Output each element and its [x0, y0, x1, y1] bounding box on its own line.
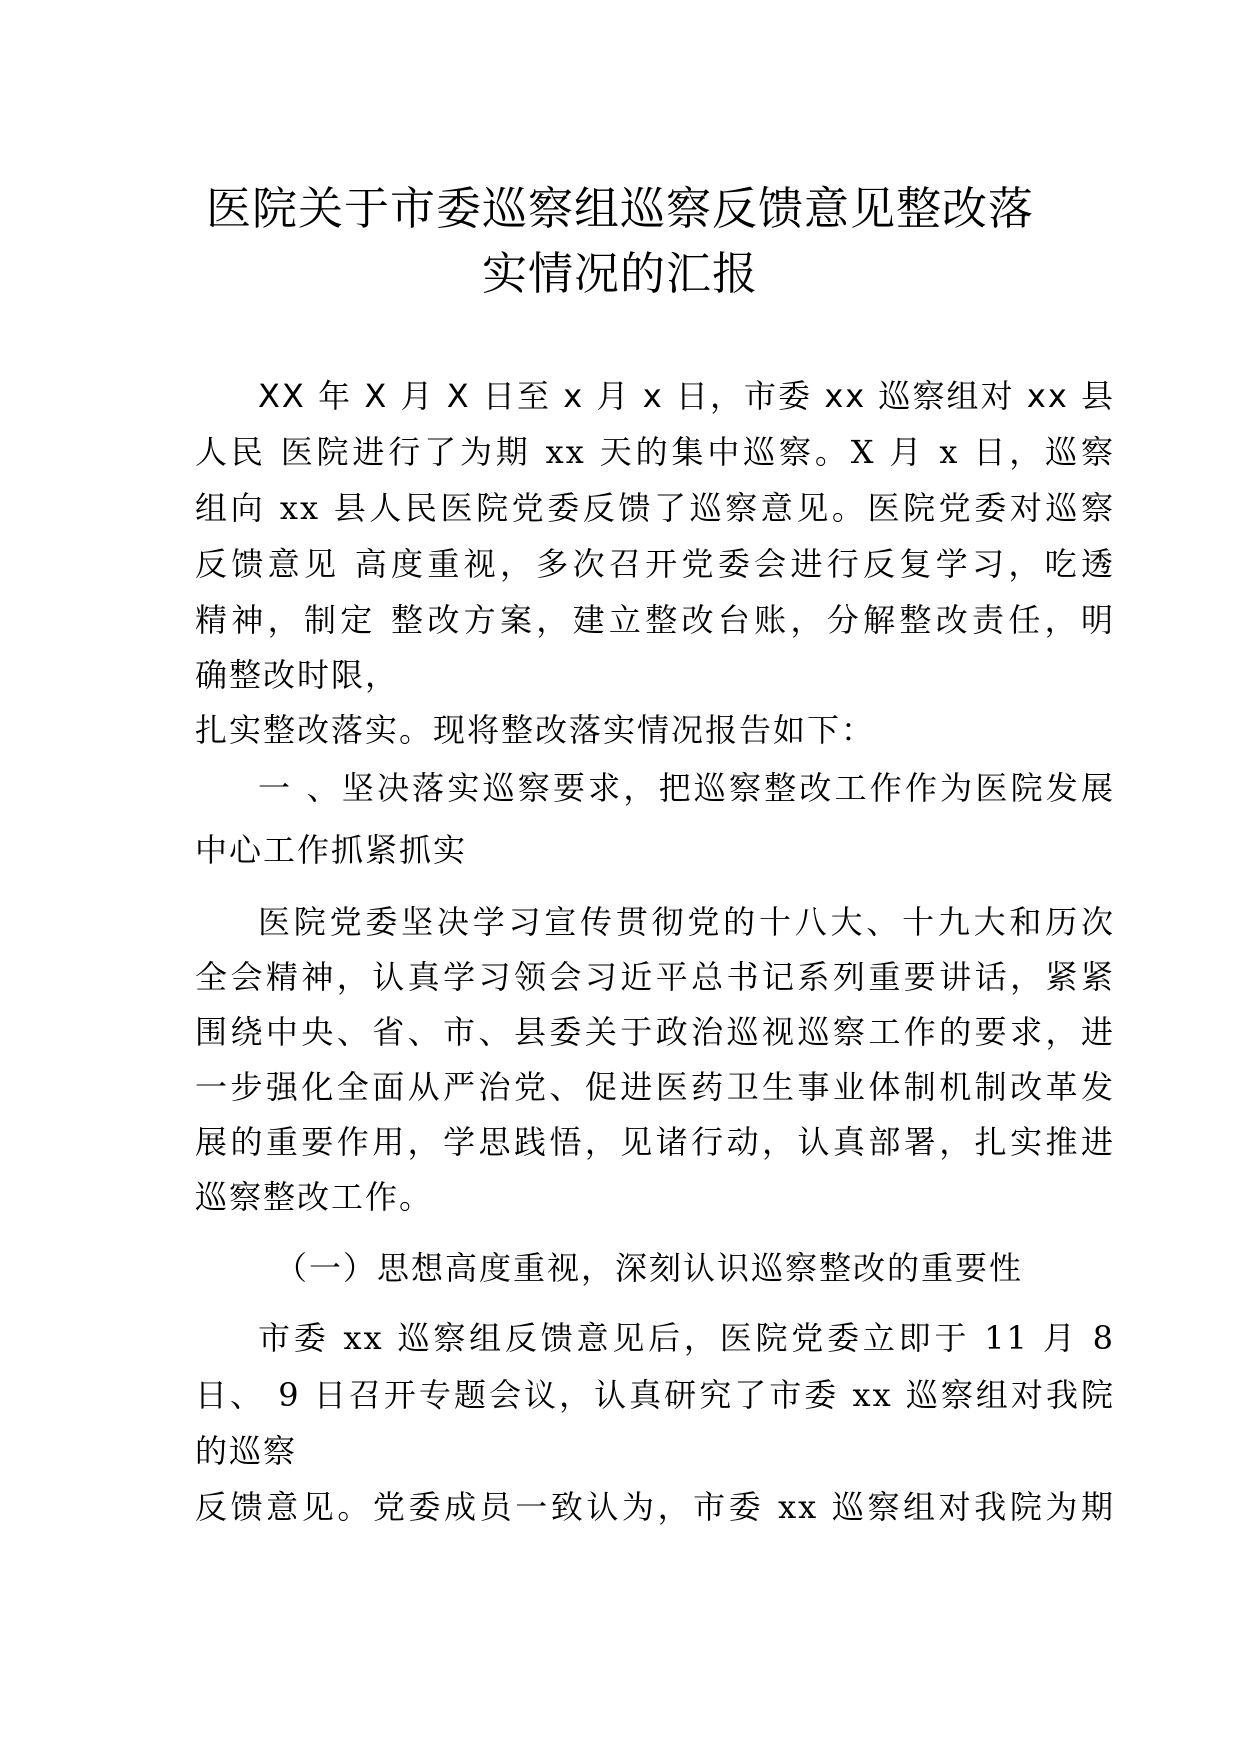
paragraph-1-line-2: 人民 医院进行了为期 xx 天的集中巡察。X 月 x 日，巡察: [195, 433, 1115, 471]
document-title-line-2: 实情况的汇报: [481, 247, 758, 300]
paragraph-1-line-7: 扎实整改落实。现将整改落实情况报告如下：: [195, 711, 876, 749]
paragraph-3-line-4: 反馈意见。党委成员一致认为，市委 xx 巡察组对我院为期: [195, 1488, 1115, 1526]
paragraph-1-line-3: 组向 xx 县人民医院党委反馈了巡察意见。医院党委对巡察: [195, 489, 1115, 527]
paragraph-3-line-2: 日、 9 日召开专题会议，认真研究了市委 xx 巡察组对我院: [195, 1376, 1115, 1414]
paragraph-3-line-1: 市委 xx 巡察组反馈意见后，医院党委立即于 11 月 8: [258, 1319, 1115, 1357]
paragraph-2-line-5: 展的重要作用，学思践悟，见诸行动，认真部署，扎实推进: [195, 1123, 1115, 1161]
document-title-line-1: 医院关于市委巡察组巡察反馈意见整改落: [205, 182, 1034, 235]
paragraph-2-line-1: 医院党委坚决学习宣传贯彻党的十八大、十九大和历次: [258, 903, 1115, 941]
paragraph-1-line-1: XX 年 X 月 X 日至 x 月 x 日，市委 xx 巡察组对 xx 县: [258, 377, 1115, 415]
paragraph-1-line-6: 确整改时限，: [195, 656, 400, 694]
paragraph-2-line-4: 一步强化全面从严治党、促进医药卫生事业体制机制改革发: [195, 1068, 1115, 1106]
section-heading-1-line-2: 中心工作抓紧抓实: [195, 831, 468, 869]
section-heading-1-line-1: 一 、坚决落实巡察要求，把巡察整改工作作为医院发展: [258, 769, 1115, 807]
paragraph-1-line-5: 精神，制定 整改方案，建立整改台账，分解整改责任，明: [195, 601, 1115, 639]
paragraph-2-line-2: 全会精神，认真学习领会习近平总书记系列重要讲话，紧紧: [195, 958, 1115, 996]
paragraph-3-line-3: 的巡察: [195, 1432, 298, 1470]
paragraph-1-line-4: 反馈意见 高度重视，多次召开党委会进行反复学习，吃透: [195, 545, 1115, 583]
paragraph-2-line-3: 围绕中央、省、市、县委关于政治巡视巡察工作的要求，进: [195, 1013, 1115, 1051]
sub-heading-1: （一）思想高度重视，深刻认识巡察整改的重要性: [275, 1249, 1024, 1287]
paragraph-2-line-6: 巡察整改工作。: [195, 1178, 434, 1216]
